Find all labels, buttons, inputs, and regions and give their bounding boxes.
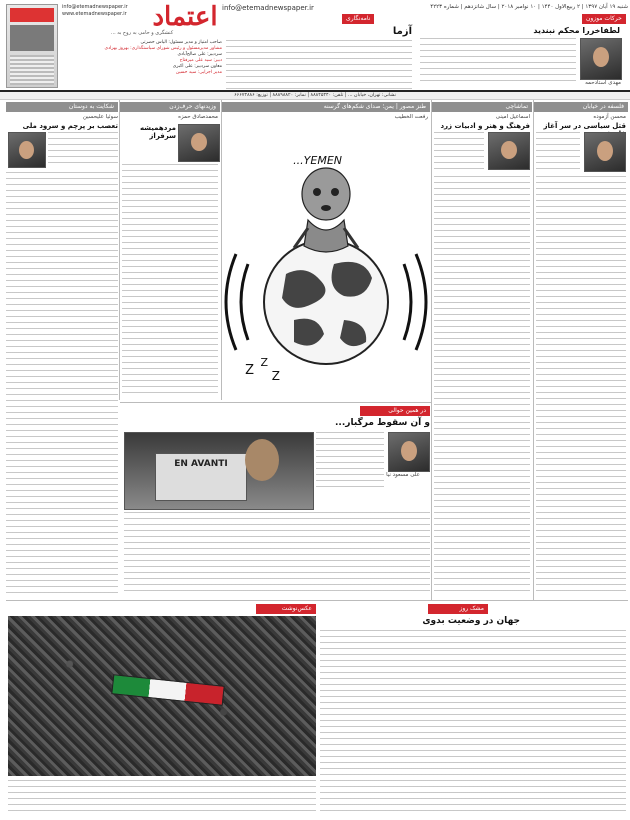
author-photo-azmoudeh bbox=[584, 132, 626, 172]
headline-fatal-fall: و آن سقوط مرگبار... bbox=[335, 418, 430, 428]
section-philosophy: فلسفه در خیابان bbox=[534, 102, 628, 112]
col1-body-text bbox=[536, 176, 626, 596]
masthead-date: شنبه ۱۹ آبان ۱۳۹۷ | ۲ ربیع‌الاول ۱۴۴۰ | ۱۰ نوامبر ۲۰۱۸ | سال شانزدهم | شماره ۴۲۲۳ bbox=[430, 4, 628, 10]
staff-list: صاحب امتیاز و مدیر مسئول: الیاس حضرتی مشاور مدیرمسئول و رئیس شورای سیاستگذاری: بهروز بهزادی سردبیر: علی صالح‌آبادی دبیر: سید علی میرفتاح معاون سردبیر: علی اکبری مدیر اجرایی: سید حسین bbox=[104, 40, 222, 75]
section-mashk: مشک روز bbox=[428, 604, 488, 614]
flag-draped-coffin bbox=[111, 674, 224, 706]
author-amini: اسماعیل امینی bbox=[495, 114, 530, 120]
section-cartoon: طنز مصور | یمن؛ صدای شکم‌های گرسنه bbox=[222, 102, 430, 112]
author-photo bbox=[580, 38, 622, 80]
yemen-cartoon bbox=[224, 124, 428, 400]
tag-harakat: حرکات موزون bbox=[582, 14, 626, 24]
globe bbox=[264, 240, 388, 364]
front-page-thumbnail bbox=[6, 4, 58, 88]
letters-body-text bbox=[226, 40, 412, 90]
headline-flag-anthem: تعصب بر پرچم و سرود ملی bbox=[22, 122, 118, 130]
col5-body-text bbox=[6, 172, 118, 596]
headline-yellow-culture: فرهنگ و هنر و ادبیات زرد bbox=[440, 122, 530, 130]
author-name: مهدی استادحمه bbox=[585, 80, 621, 86]
svg-text:Z: Z bbox=[271, 369, 280, 383]
newspaper-reader-photo bbox=[124, 432, 314, 510]
section-spectator: تماشاچی bbox=[432, 102, 532, 112]
contact-info bbox=[62, 4, 158, 26]
col2-text-a bbox=[434, 132, 484, 172]
col5-text-a bbox=[48, 132, 118, 168]
mid-text-a bbox=[316, 432, 384, 492]
headline-assassination: قتل سیاسی در سر آغاز bbox=[543, 122, 626, 130]
col4-body-text bbox=[122, 164, 218, 396]
svg-text:Z: Z bbox=[245, 363, 254, 378]
col1-text-a bbox=[536, 132, 580, 172]
tag-letters: نامه‌نگاری bbox=[342, 14, 374, 24]
address-bar: نشانی: تهران، خیابان ... | تلفن: ۸۸۸۴۵۳۴۰ | نمابر: ۸۸۸۹۸۸۲۰ | توزیع: ۶۶۶۷۳۸۸۶ bbox=[0, 92, 630, 100]
photo-caption-text bbox=[8, 780, 316, 816]
author-photo-hamzeh bbox=[178, 124, 220, 162]
headline-proud-man: مردهمیشه سرفراز bbox=[139, 124, 176, 140]
newspaper-masthead-in-photo: EN AVANTI bbox=[155, 453, 247, 501]
masthead-url: info@etemadnewspaper.ir bbox=[222, 4, 314, 12]
contact-email: info@etemadnewspaper.ir bbox=[62, 4, 128, 10]
newspaper-logo: اعتماد bbox=[152, 2, 218, 32]
section-nearby: در همین حوالی bbox=[360, 406, 430, 416]
svg-text:Z: Z bbox=[260, 356, 268, 369]
bottom-right-body-text bbox=[320, 630, 626, 816]
author-photo-amini bbox=[488, 132, 530, 170]
headline-azma: آزما bbox=[392, 26, 412, 37]
funeral-crowd-photo bbox=[8, 616, 316, 776]
author-masoudnia: علی مسعود نیا bbox=[386, 472, 420, 478]
contact-website: www.etemadnewspaper.ir bbox=[62, 11, 127, 17]
author-alihosseini: سوئیا علیحسین bbox=[82, 114, 118, 120]
harakat-body-text bbox=[420, 38, 576, 82]
section-col4: وزیدنهای حرف‌زدن bbox=[120, 102, 220, 112]
author-azmoudeh: محسن آزموده bbox=[593, 114, 626, 120]
section-photo-note: عکس‌نوشت bbox=[256, 604, 316, 614]
cartoon-label: YEMEN... bbox=[293, 154, 342, 167]
mast-tagline: کنشگری و حامی به روح به ... bbox=[110, 30, 174, 36]
author-hamzeh: محمدصادق حمزه bbox=[178, 114, 218, 120]
headline-primitive-world: جهان در وضعیت بدوی bbox=[422, 616, 520, 626]
col2-body-text bbox=[434, 176, 530, 596]
cartoon-artist: رفعت الخطیب bbox=[394, 114, 428, 120]
mid-body-text bbox=[124, 512, 430, 596]
author-photo-masoudnia bbox=[388, 432, 430, 472]
author-photo-alihosseini bbox=[8, 132, 46, 168]
masthead bbox=[0, 0, 630, 92]
section-col5: شکایت به دوستان bbox=[6, 102, 118, 112]
headline-lotfan: لطفاخررا محکم نبندید bbox=[533, 26, 620, 35]
